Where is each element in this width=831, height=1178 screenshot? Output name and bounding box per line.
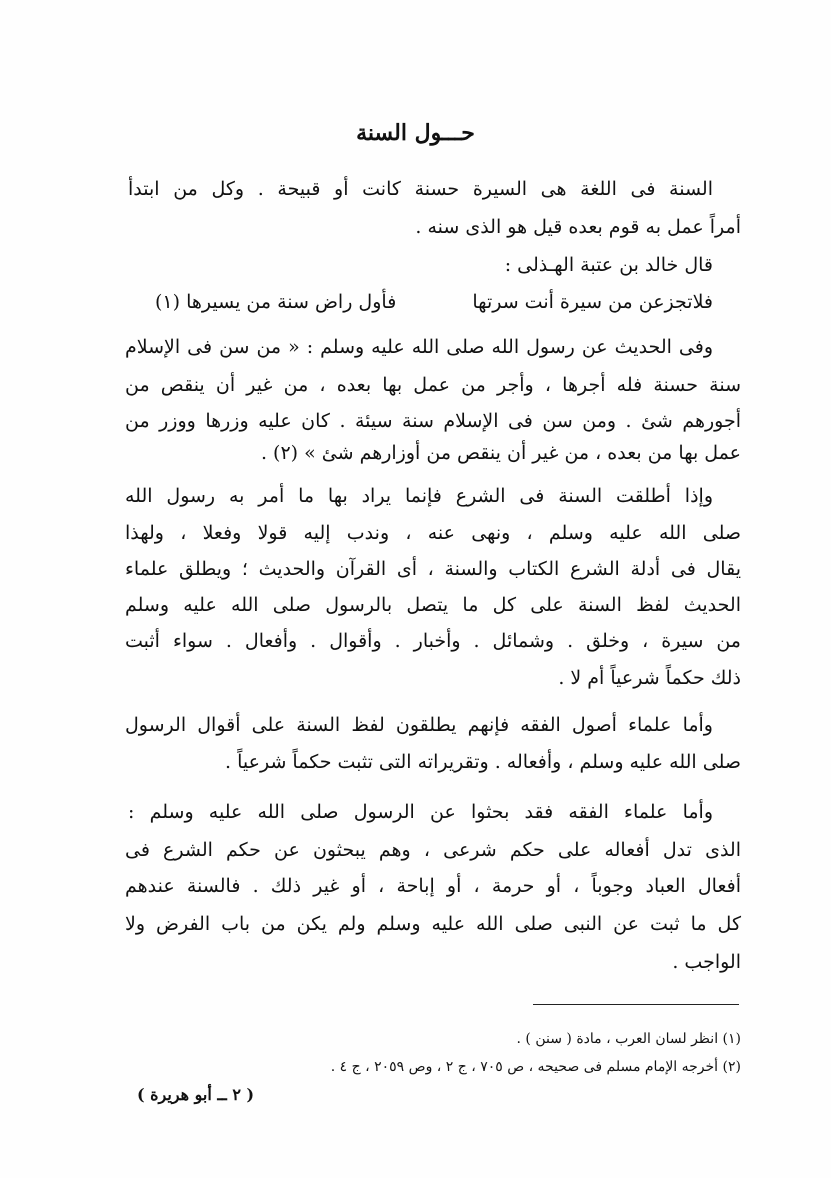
text-line: السنة فى اللغة هى السيرة حسنة كانت أو قبيحة . وكل من ابتدأ — [128, 178, 713, 200]
section-heading: حـــول السنة — [356, 120, 475, 146]
text-line: يقال فى أدلة الشرع الكتاب والسنة ، أى القرآن والحديث ؛ ويطلق علماء — [125, 558, 741, 580]
footnote-separator — [533, 1004, 739, 1005]
page-signature: ( ٢ ــ أبو هريرة ) — [137, 1085, 255, 1104]
footnote-1: (١) انظر لسان العرب ، مادة ( سنن ) . — [516, 1031, 741, 1047]
text-line: أفعال العباد وجوباً ، أو حرمة ، أو إباحة ، أو غير ذلك . فالسنة عندهم — [125, 875, 741, 897]
text-line: الواجب . — [672, 951, 741, 973]
text-line: سنة حسنة فله أجرها ، وأجر من عمل بها بعده ، من غير أن ينقص من — [125, 374, 741, 396]
text-line: وفى الحديث عن رسول الله صلى الله عليه وسلم : « من سن فى الإسلام — [125, 336, 713, 358]
text-line: عمل بها من بعده ، من غير أن ينقص من أوزارهم شئ » (٢) . — [260, 442, 741, 464]
text-line: وإذا أطلقت السنة فى الشرع فإنما يراد بها ما أمر به رسول الله — [125, 485, 713, 507]
text-line: من سيرة ، وخلق . وشمائل . وأخبار . وأقوال . وأفعال . سواء أثبت — [125, 630, 741, 652]
text-line: الحديث لفظ السنة على كل ما يتصل بالرسول صلى الله عليه وسلم — [125, 594, 741, 616]
text-line: أمراً عمل به قوم بعده قيل هو الذى سنه . — [415, 216, 741, 238]
verse-hemistich-second: فأول راض سنة من يسيرها (١) — [155, 291, 397, 313]
text-line: الذى تدل أفعاله على حكم شرعى ، وهم يبحثون عن حكم الشرع فى — [125, 839, 741, 861]
text-line: وأما علماء الفقه فقد بحثوا عن الرسول صلى الله عليه وسلم : — [128, 801, 713, 823]
text-line: وأما علماء أصول الفقه فإنهم يطلقون لفظ السنة على أقوال الرسول — [125, 714, 713, 736]
text-line: ذلك حكماً شرعياً أم لا . — [558, 667, 741, 689]
text-line: كل ما ثبت عن النبى صلى الله عليه وسلم ولم يكن من باب الفرض ولا — [125, 913, 741, 935]
footnote-2: (٢) أخرجه الإمام مسلم فى صحيحه ، ص ٧٠٥ ، ج ٢ ، وص ٢٠٥٩ ، ج ٤ . — [330, 1059, 741, 1075]
text-line: أجورهم شئ . ومن سن فى الإسلام سنة سيئة . كان عليه وزرها ووزر من — [125, 410, 741, 432]
text-line: صلى الله عليه وسلم ، وأفعاله . وتقريراته التى تثبت حكماً شرعياً . — [225, 751, 741, 773]
text-line: صلى الله عليه وسلم ، ونهى عنه ، وندب إليه قولا وفعلا ، ولهذا — [125, 522, 741, 544]
text-line: قال خالد بن عتبة الهـذلى : — [504, 254, 713, 276]
verse-hemistich-first: فلاتجزعن من سيرة أنت سرتها — [472, 291, 713, 313]
